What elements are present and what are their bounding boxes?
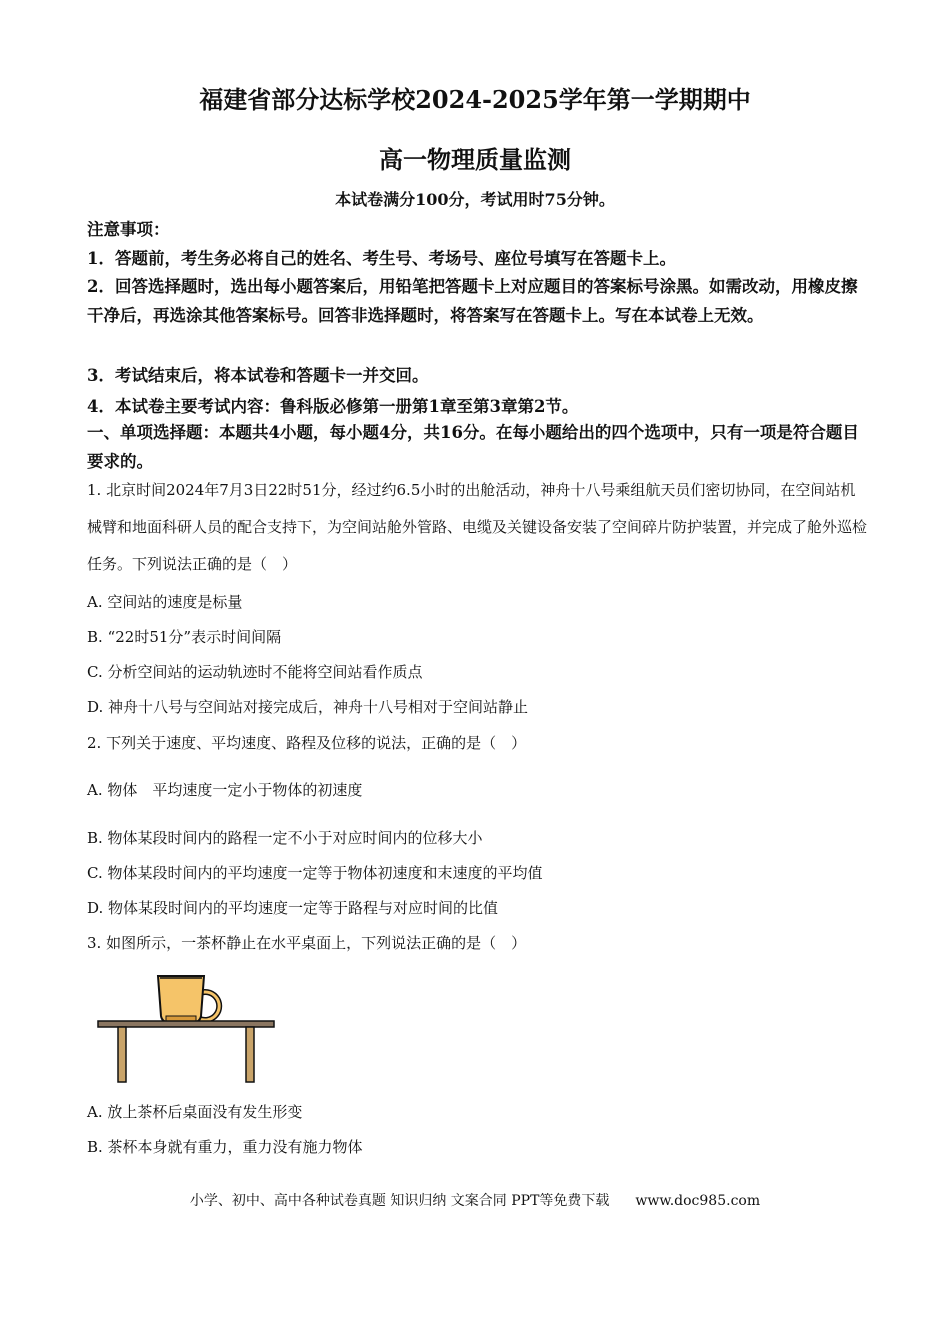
question-3-stem: 3. 如图所示，一茶杯静止在水平桌面上，下列说法正确的是（ ） [87, 934, 527, 952]
teacup-illustration [158, 976, 219, 1022]
question-2-stem: 2. 下列关于速度、平均速度、路程及位移的说法，正确的是（ ） [87, 734, 527, 752]
notice-item-2: 2．回答选择题时，选出每小题答案后，用铅笔把答题卡上对应题目的答案标号涂黑。如需改动，用橡皮擦干净后，再选涂其他答案标号。回答非选择题时，将答案写在答题卡上。写在本试卷上无效。 [87, 277, 858, 325]
question-2-option-c: C. 物体某段时间内的平均速度一定等于物体初速度和末速度的平均值 [87, 864, 543, 882]
notice-item-3: 3．考试结束后，将本试卷和答题卡一并交回。 [87, 366, 429, 385]
question-1-option-a: A. 空间站的速度是标量 [87, 593, 243, 611]
notice-item-4: 4．本试卷主要考试内容：鲁科版必修第一册第1章至第3章第2节。 [87, 397, 579, 416]
cup-on-table-figure [94, 970, 280, 1086]
footer-text: 小学、初中、高中各种试卷真题 知识归纳 文案合同 PPT等免费下载 [189, 1193, 610, 1209]
question-1-stem: 1. 北京时间2024年7月3日22时51分，经过约6.5小时的出舱活动，神舟十八号乘组航天员们密切协同，在空间站机械臂和地面科研人员的配合支持下，为空间站舱外管路、电缆及关键设备安装了空间碎片防护装置，并完成了舱外巡检任务。下列说法正确的是（ ） [87, 481, 868, 573]
question-1-option-b: B. “22时51分”表示时间间隔 [87, 628, 282, 646]
page-footer [0, 1190, 950, 1210]
footer-site-link[interactable]: www.doc985.com [635, 1193, 761, 1209]
notice-heading: 注意事项： [87, 220, 170, 239]
question-2-option-b: B. 物体某段时间内的路程一定不小于对应时间内的位移大小 [87, 829, 483, 847]
question-1-option-c: C. 分析空间站的运动轨迹时不能将空间站看作质点 [87, 663, 423, 681]
question-1-option-d: D. 神舟十八号与空间站对接完成后，神舟十八号相对于空间站静止 [87, 698, 529, 716]
section1-heading: 一、单项选择题：本题共4小题，每小题4分，共16分。在每小题给出的四个选项中，只有一项是符合题目要求的。 [87, 423, 859, 471]
table-illustration [98, 1021, 274, 1082]
question-3-option-a: A. 放上茶杯后桌面没有发生形变 [87, 1103, 303, 1121]
question-2-option-d: D. 物体某段时间内的平均速度一定等于路程与对应时间的比值 [87, 899, 499, 917]
question-3-option-b: B. 茶杯本身就有重力，重力没有施力物体 [87, 1138, 363, 1156]
exam-title-line2: 高一物理质量监测 [379, 145, 571, 174]
question-2-option-a: A. 物体 平均速度一定小于物体的初速度 [87, 781, 363, 799]
notice-item-1: 1．答题前，考生务必将自己的姓名、考生号、考场号、座位号填写在答题卡上。 [87, 249, 676, 268]
exam-subtitle: 本试卷满分100分，考试用时75分钟。 [335, 190, 615, 209]
exam-title-line1: 福建省部分达标学校2024-2025学年第一学期期中 [199, 85, 751, 114]
